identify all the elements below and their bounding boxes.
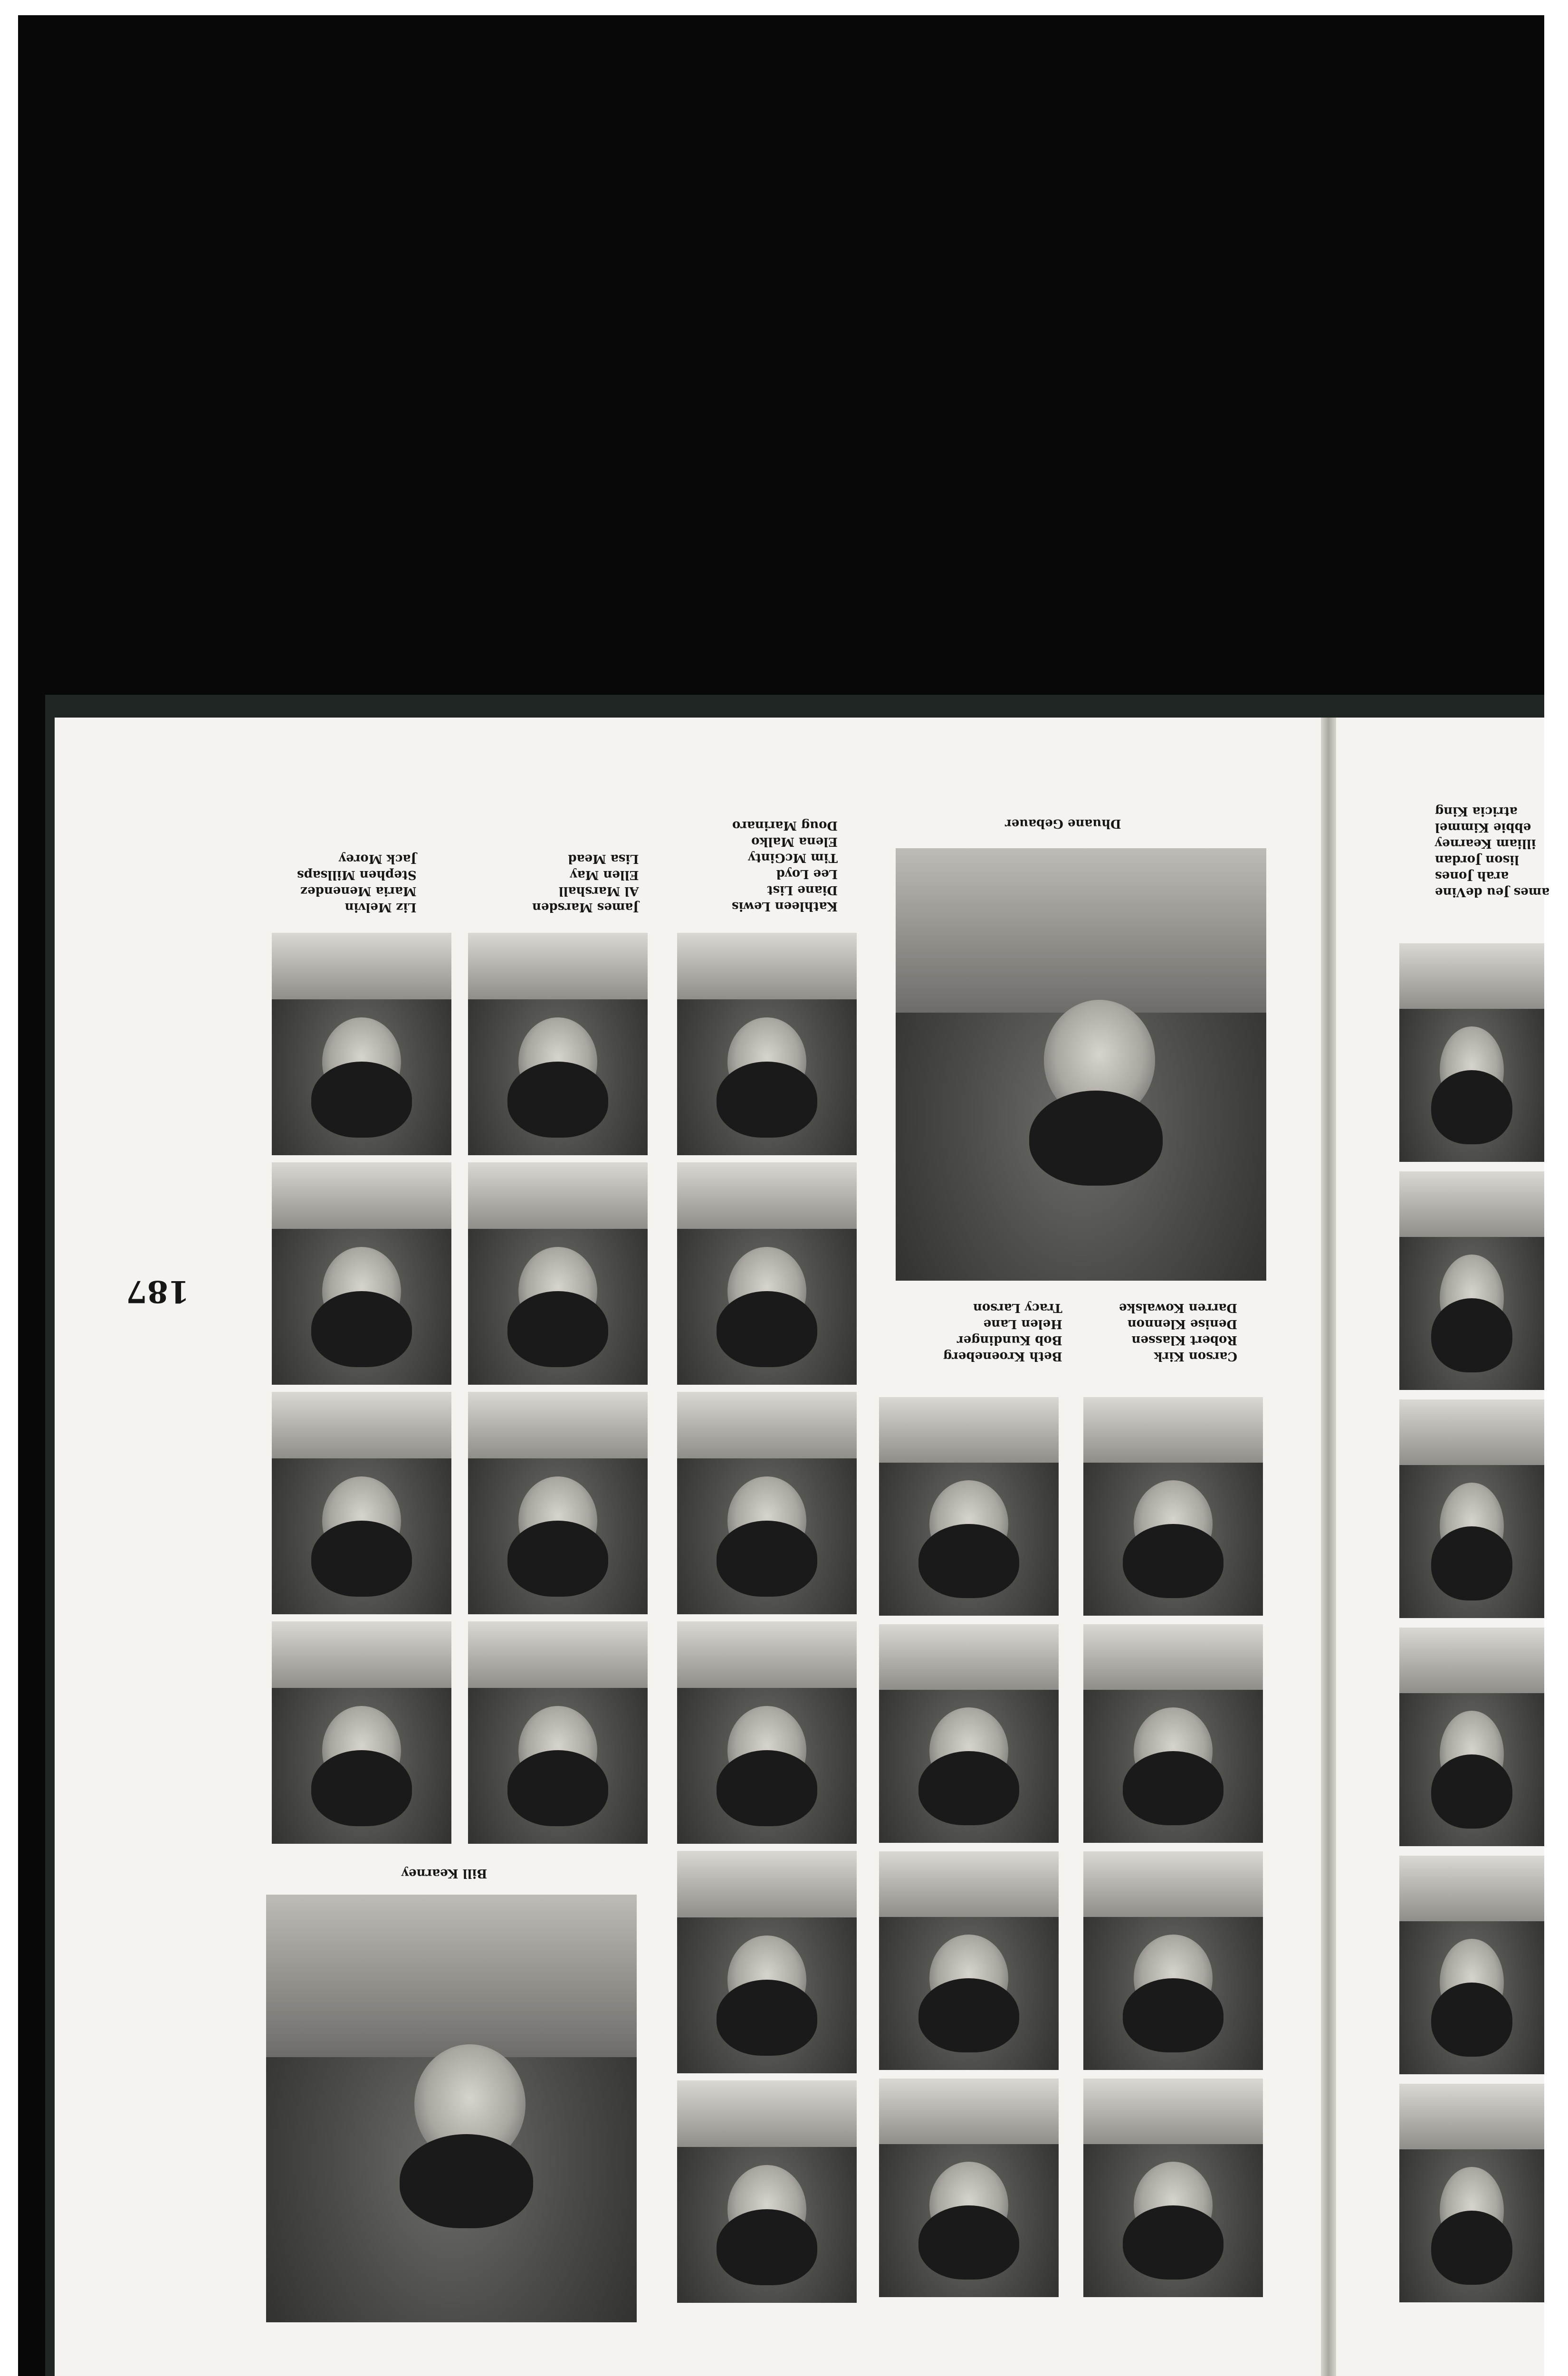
caption-line: Bob Kundinger — [956, 1333, 1062, 1347]
portrait — [1399, 1856, 1544, 2074]
portrait — [468, 1162, 648, 1385]
page-gutter — [1321, 718, 1336, 2376]
page-number: 187 — [126, 1274, 190, 1309]
caption-group-facing-page — [1435, 803, 1549, 900]
caption-line: Darren Kowalske — [1119, 1301, 1237, 1315]
caption-group-kathleen-lewis — [732, 817, 838, 914]
caption-line: Elena Malko — [751, 834, 838, 849]
portrait — [468, 1621, 648, 1844]
portrait — [1399, 2084, 1544, 2302]
portrait — [677, 1621, 857, 1844]
caption-line: Doug Marinaro — [732, 818, 838, 833]
caption-bill-kearney — [402, 1865, 487, 1881]
portrait — [879, 1624, 1059, 1843]
portrait — [468, 1392, 648, 1614]
caption-line: Helen Lane — [983, 1317, 1062, 1331]
caption-line: Dhuane Gebauer — [1005, 816, 1121, 831]
caption-line: Tracy Larson — [973, 1301, 1062, 1315]
caption-line: Stephen Millsaps — [297, 868, 417, 882]
portrait — [272, 1621, 451, 1844]
caption-line: Lee Loyd — [776, 867, 838, 881]
caption-line: atricia King — [1435, 804, 1518, 818]
caption-line: James Marsden — [532, 900, 639, 914]
portrait — [677, 1851, 857, 2073]
caption-line: lison Jordan — [1435, 853, 1519, 867]
caption-line: Denise Klennon — [1127, 1317, 1237, 1331]
caption-group-carson-kirk — [1119, 1300, 1237, 1364]
caption-line: Robert Klassen — [1131, 1333, 1237, 1347]
portrait — [468, 933, 648, 1155]
caption-line: Al Marshall — [558, 884, 639, 898]
caption-line: Lisa Mead — [568, 852, 639, 866]
caption-line: Ellen May — [570, 868, 639, 882]
caption-line: ebbie Kimmel — [1435, 820, 1531, 834]
caption-line: Carson Kirk — [1154, 1349, 1237, 1363]
portrait — [677, 933, 857, 1155]
portrait — [1083, 1851, 1263, 2070]
caption-dhuane-gebauer — [1005, 815, 1121, 832]
caption-line: Kathleen Lewis — [732, 899, 838, 913]
caption-line: arah Jones — [1435, 869, 1509, 883]
photo-bill-kearney — [266, 1895, 637, 2322]
caption-group-james-marsden — [532, 851, 639, 915]
caption-line: illiam Kearney — [1435, 836, 1536, 851]
caption-group-beth-kroeneberg — [943, 1300, 1062, 1364]
portrait — [1083, 2079, 1263, 2297]
portrait — [1083, 1624, 1263, 1843]
portrait — [677, 1162, 857, 1385]
caption-line: Diane List — [767, 883, 838, 897]
caption-line: ames Jeu deVine — [1435, 885, 1550, 899]
portrait — [879, 1851, 1059, 2070]
portrait — [1399, 1399, 1544, 1618]
caption-line: Maria Menendez — [300, 884, 417, 898]
caption-line: Bill Kearney — [402, 1866, 488, 1880]
caption-line: Beth Kroeneberg — [943, 1349, 1062, 1363]
caption-line: Liz Melvin — [344, 900, 417, 914]
portrait — [272, 1162, 451, 1385]
portrait — [677, 1392, 857, 1614]
portrait — [677, 2080, 857, 2303]
portrait — [879, 2079, 1059, 2297]
portrait — [1399, 1628, 1544, 1846]
portrait — [272, 933, 451, 1155]
portrait — [1399, 943, 1544, 1162]
photo-dhuane-gebauer — [896, 848, 1266, 1281]
portrait — [879, 1397, 1059, 1616]
caption-line: Tim McGinty — [748, 851, 838, 865]
portrait — [1399, 1171, 1544, 1390]
portrait — [272, 1392, 451, 1614]
portrait — [1083, 1397, 1263, 1616]
caption-line: Jack Morey — [339, 852, 417, 866]
caption-group-liz-melvin — [297, 851, 417, 915]
